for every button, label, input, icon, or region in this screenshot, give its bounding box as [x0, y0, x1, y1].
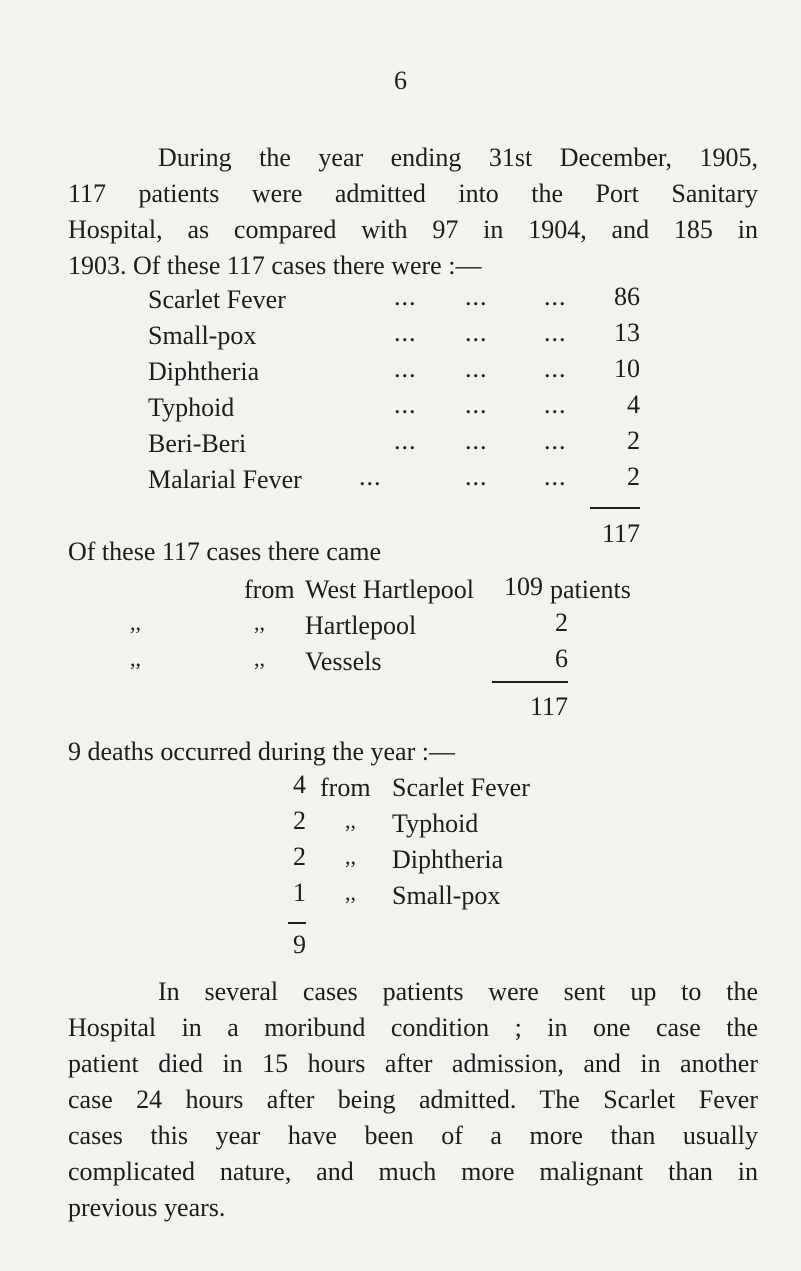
closing-line: Hospital in a moribund condition ; in one case the: [68, 1013, 758, 1042]
intro-line: Hospital, as compared with 97 in 1904, and 185 in: [68, 215, 758, 244]
closing-line: cases this year have been of a more than usually: [68, 1121, 758, 1150]
dot-leader: ...: [544, 462, 567, 491]
ditto-mark: ,,: [345, 808, 356, 833]
sum-rule: [492, 681, 568, 683]
death-cause: Typhoid: [392, 809, 479, 838]
dot-leader: ...: [465, 354, 488, 383]
death-cause: Scarlet Fever: [392, 773, 530, 802]
disease-count: 10: [614, 354, 640, 383]
disease-name: Beri-Beri: [148, 429, 247, 458]
origin-prefix: from: [244, 575, 295, 604]
ditto-mark: ,,: [254, 610, 265, 635]
admissions-total: 117: [601, 519, 640, 548]
disease-count: 86: [614, 282, 640, 311]
origin-place: Vessels: [305, 647, 382, 676]
intro-line: During the year ending 31st December, 1905,: [158, 143, 758, 172]
disease-name: Malarial Fever: [148, 465, 302, 494]
dot-leader: ...: [394, 318, 417, 347]
closing-line: case 24 hours after being admitted. The Scarlet Fever: [68, 1085, 758, 1114]
closing-line: previous years.: [68, 1193, 226, 1222]
deaths-total: 9: [293, 930, 306, 959]
origin-count: 2: [555, 608, 568, 637]
ditto-mark: ,,: [254, 646, 265, 671]
sum-rule: [590, 507, 640, 509]
dot-leader: ...: [544, 390, 567, 419]
closing-line: complicated nature, and much more malignant than in: [68, 1157, 758, 1186]
closing-line: In several cases patients were sent up to the: [158, 977, 758, 1006]
disease-count: 4: [627, 390, 640, 419]
sum-rule: [288, 922, 306, 924]
dot-leader: ...: [544, 318, 567, 347]
dot-leader: ...: [465, 462, 488, 491]
origins-heading: Of these 117 cases there came: [68, 537, 382, 566]
disease-count: 2: [627, 426, 640, 455]
deaths-heading: 9 deaths occurred during the year :—: [68, 737, 455, 766]
origin-unit: patients: [550, 575, 631, 604]
disease-count: 2: [627, 462, 640, 491]
death-count: 1: [293, 878, 306, 907]
intro-paragraph: [68, 140, 758, 284]
death-count: 2: [293, 842, 306, 871]
closing-line: patient died in 15 hours after admission, and in another: [68, 1049, 758, 1078]
origin-count: 109: [504, 572, 543, 601]
dot-leader: ...: [544, 426, 567, 455]
origin-place: West Hartlepool: [305, 575, 475, 604]
death-count: 4: [293, 770, 306, 799]
disease-name: Diphtheria: [148, 357, 260, 386]
dot-leader: ...: [544, 282, 567, 311]
dot-leader: ...: [394, 426, 417, 455]
death-cause: Diphtheria: [392, 845, 504, 874]
death-cause: Small-pox: [392, 881, 501, 910]
page-number: 6: [394, 66, 407, 95]
closing-paragraph: [68, 974, 758, 1226]
dot-leader: ...: [394, 390, 417, 419]
origin-place: Hartlepool: [305, 611, 417, 640]
dot-leader: ...: [359, 462, 382, 491]
intro-line: 1903. Of these 117 cases there were :—: [68, 251, 482, 280]
intro-line: 117 patients were admitted into the Port Sanitary: [68, 179, 758, 208]
origin-count: 6: [555, 644, 568, 673]
dot-leader: ...: [465, 426, 488, 455]
dot-leader: ...: [394, 354, 417, 383]
dot-leader: ...: [394, 282, 417, 311]
disease-name: Small-pox: [148, 321, 257, 350]
disease-count: 13: [614, 318, 640, 347]
death-word: from: [320, 773, 371, 802]
disease-name: Typhoid: [148, 393, 235, 422]
origins-total: 117: [529, 692, 568, 721]
disease-name: Scarlet Fever: [148, 285, 286, 314]
dot-leader: ...: [544, 354, 567, 383]
ditto-mark: ,,: [130, 646, 141, 671]
dot-leader: ...: [465, 390, 488, 419]
death-count: 2: [293, 806, 306, 835]
ditto-mark: ,,: [345, 844, 356, 869]
dot-leader: ...: [465, 282, 488, 311]
ditto-mark: ,,: [345, 880, 356, 905]
ditto-mark: ,,: [130, 610, 141, 635]
dot-leader: ...: [465, 318, 488, 347]
